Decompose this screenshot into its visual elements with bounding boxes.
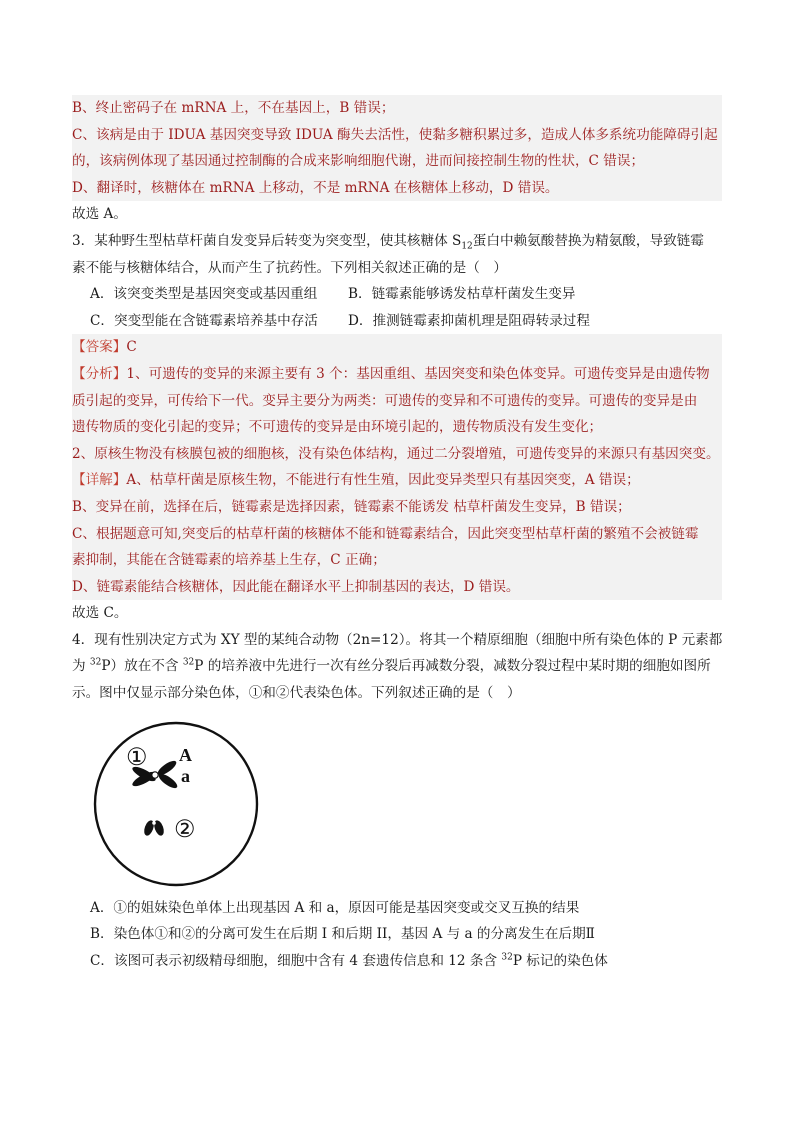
q3-answer: 【答案】C — [72, 339, 137, 356]
q3-analysis-3: 遗传物质的变化引起的变异；不可遗传的变异是由环境引起的，遗传物质没有发生变化； — [72, 419, 603, 436]
q4-option-a: A．①的姐妹染色单体上出现基因 A 和 a，原因可能是基因突变或交叉互换的结果 — [90, 899, 580, 916]
prev-line-d: D、翻译时，核糖体在 mRNA 上移动，不是 mRNA 在核糖体上移动，D 错误。 — [72, 179, 559, 196]
q3-detail-c2: 素抑制，其能在含链霉素的培养基上生存，C 正确； — [72, 552, 386, 569]
q4-option-b: B．染色体①和②的分离可发生在后期 I 和后期 II，基因 A 与 a 的分离发生在后期Ⅱ — [90, 926, 595, 943]
q4-stem-line2: 为 $^{32}$P）放在不含 $^{32}$P 的培养液中先进行一次有丝分裂后再减数分裂，减数分裂过程中某时期的细胞如图所 — [72, 657, 711, 675]
q3-detail-c1: C、根据题意可知,突变后的枯草杆菌的核糖体不能和链霉素结合，因此突变型枯草杆菌的繁殖不会被链霉 — [72, 525, 699, 542]
q3-analysis-2: 质引起的变异，可传给下一代。变异主要分为两类：可遗传的变异和不可遗传的变异。可遗传的变异是由 — [72, 392, 698, 409]
gene-a-label: a — [181, 765, 190, 786]
q4-stem-line3: 示。图中仅显示部分染色体，①和②代表染色体。下列叙述正确的是（ ） — [72, 685, 521, 702]
q3-detail-a: 【详解】A、枯草杆菌是原核生物，不能进行有性生殖，因此变异类型只有基因突变，A 错误； — [72, 472, 640, 489]
label-chromosome-2: ② — [174, 814, 196, 843]
q4-option-c: C．该图可表示初级精母细胞，细胞中含有 4 套遗传信息和 12 条含 $^{32}$P 标记的染色体 — [90, 952, 608, 969]
question-4 — [72, 627, 722, 975]
cell-diagram — [76, 719, 276, 889]
q3-detail-d: D、链霉素能结合核糖体，因此能在翻译水平上抑制基因的表达，D 错误。 — [72, 578, 520, 595]
q3-detail-b: B、变异在前，选择在后，链霉素是选择因素，链霉素不能诱发 枯草杆菌发生变异，B 错误； — [72, 498, 631, 515]
q3-option-d: D．推测链霉素抑菌机理是阻碍转录过程 — [348, 312, 590, 329]
q3-stem-line1: 3．某种野生型枯草杆菌自发变异后转变为突变型，使其核糖体 $S_{12}$蛋白中赖氨酸替换为精氨酸，导致链霉 — [72, 232, 704, 252]
cell-membrane — [95, 723, 257, 885]
prev-analysis-block — [72, 95, 722, 201]
q3-option-c: C．突变型能在含链霉素培养基中存活 — [90, 312, 318, 329]
q3-stem-line2: 素不能与核糖体结合，从而产生了抗药性。下列相关叙述正确的是（ ） — [72, 259, 507, 276]
q3-final-answer: 故选 C。 — [72, 605, 128, 622]
q4-stem-line1: 4．现有性别决定方式为 XY 型的某纯合动物（2n=12）。将其一个精原细胞（细胞中所有染色体的 P 元素都 — [72, 631, 722, 648]
q3-analysis-4: 2、原核生物没有核膜包被的细胞核，没有染色体结构，通过二分裂增殖，可遗传变异的来源只有基因突变。 — [72, 445, 720, 462]
chromosome-2 — [142, 819, 165, 837]
document-page — [72, 95, 722, 974]
question-3 — [72, 228, 722, 627]
prev-line-c2: 的，该病例体现了基因通过控制酶的合成来影响细胞代谢，进而间接控制生物的性状，C 错误； — [72, 153, 645, 170]
prev-answer: 故选 A。 — [72, 206, 127, 223]
q3-solution-block — [72, 334, 722, 600]
q3-option-b: B．链霉素能够诱发枯草杆菌发生变异 — [348, 286, 576, 303]
prev-line-c1: C、该病是由于 IDUA 基因突变导致 IDUA 酶失去活性，使黏多糖积累过多，造成人体多系统功能障碍引起 — [72, 126, 718, 143]
q3-options-row2 — [72, 308, 722, 335]
q3-options-row1 — [72, 281, 722, 308]
cell-diagram-svg — [76, 719, 276, 889]
label-chromosome-1: ① — [126, 742, 148, 771]
q3-option-a: A．该突变类型是基因突变或基因重组 — [90, 286, 318, 303]
gene-A-label: A — [179, 744, 192, 765]
prev-line-b: B、终止密码子在 mRNA 上，不在基因上，B 错误； — [72, 100, 395, 116]
q3-analysis-1: 【分析】1、可遗传的变异的来源主要有 3 个：基因重组、基因突变和染色体变异。可遗传变异是由遗传物 — [72, 365, 710, 382]
